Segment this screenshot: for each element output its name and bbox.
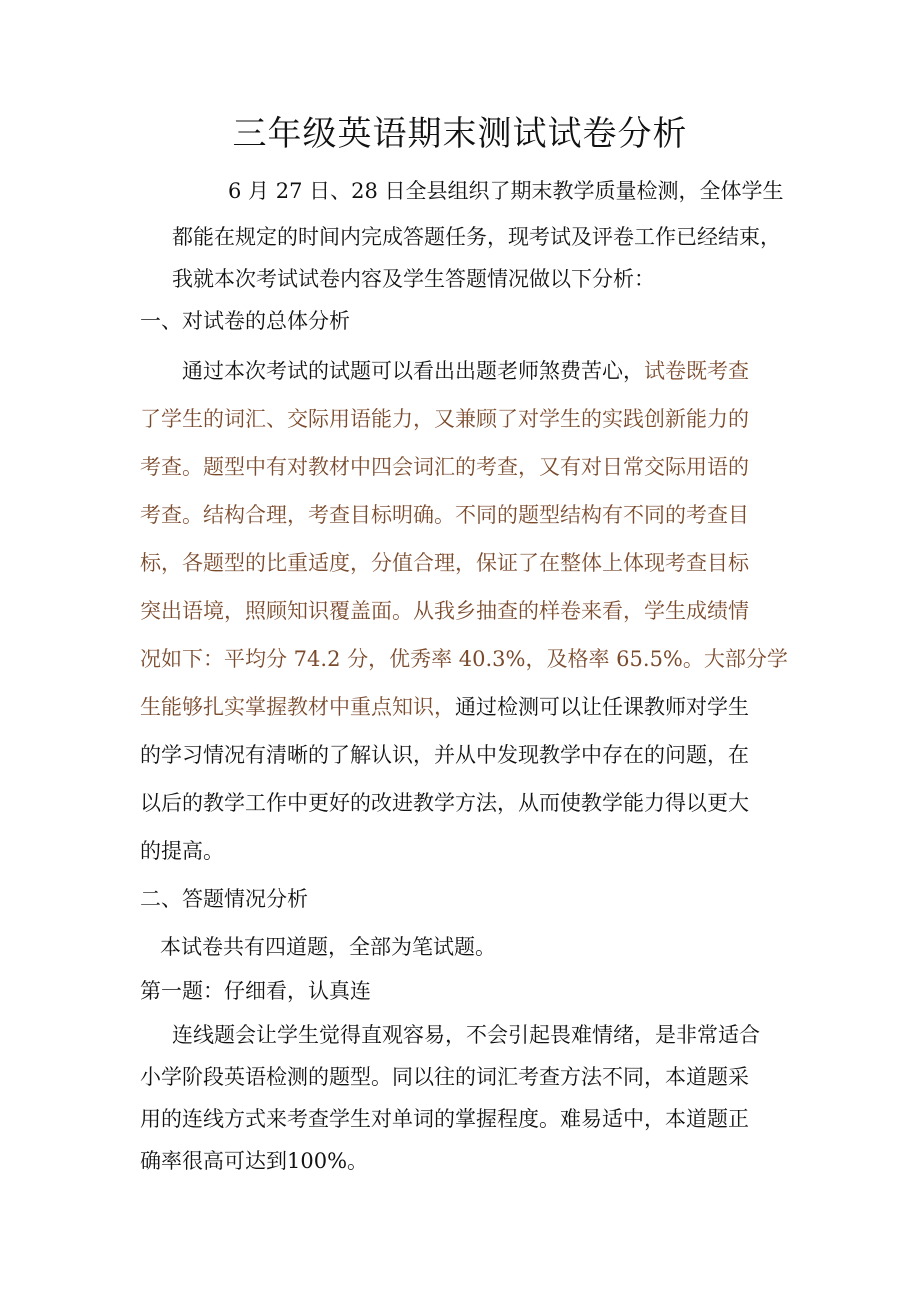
section1-paragraph-line-1 (182, 356, 749, 386)
question1-line-2: 小学阶段英语检测的题型。同以往的词汇考查方法不同，本道题采 (140, 1065, 749, 1089)
question1-line-4: 确率很高可达到100%。 (140, 1149, 369, 1173)
section1-line8-brown: 生能够扎实掌握教材中重点知识， (140, 695, 455, 719)
section1-paragraph-line-6: 突出语境，照顾知识覆盖面。从我乡抽查的样卷来看，学生成绩情 (140, 599, 749, 623)
question1-line-3: 用的连线方式来考查学生对单词的掌握程度。难易适中，本道题正 (140, 1107, 749, 1131)
section1-paragraph-line-4: 考查。结构合理，考查目标明确。不同的题型结构有不同的考查目 (140, 503, 749, 527)
section1-line1-black: 通过本次考试的试题可以看出出题老师煞费苦心， (182, 359, 644, 383)
section1-paragraph-line-7: 况如下：平均分 74.2 分，优秀率 40.3%，及格率 65.5%。大部分学 (140, 647, 788, 671)
section1-line1-brown: 试卷既考查 (644, 359, 749, 383)
section2-heading: 二、答题情况分析 (140, 887, 308, 911)
section1-paragraph-line-10: 以后的教学工作中更好的改进教学方法，从而使教学能力得以更大 (140, 791, 749, 815)
question1-line-1: 连线题会让学生觉得直观容易，不会引起畏难情绪，是非常适合 (172, 1023, 760, 1047)
section1-paragraph-line-11: 的提高。 (140, 839, 224, 863)
section1-paragraph-line-2: 了学生的词汇、交际用语能力，又兼顾了对学生的实践创新能力的 (140, 407, 749, 431)
section1-paragraph-line-8 (140, 692, 749, 722)
section1-paragraph-line-3: 考查。题型中有对教材中四会词汇的考查，又有对日常交际用语的 (140, 455, 749, 479)
intro-line-1: 6 月 27 日、28 日全县组织了期末教学质量检测，全体学生 (228, 179, 784, 203)
section1-paragraph-line-5: 标，各题型的比重适度，分值合理，保证了在整体上体现考查目标 (140, 551, 749, 575)
section1-heading: 一、对试卷的总体分析 (140, 309, 350, 333)
section1-line8-black: 通过检测可以让任课教师对学生 (455, 695, 749, 719)
document-title: 三年级英语期末测试试卷分析 (232, 114, 688, 154)
section2-summary: 本试卷共有四道题，全部为笔试题。 (160, 935, 496, 959)
section1-paragraph-line-9: 的学习情况有清晰的了解认识，并从中发现教学中存在的问题，在 (140, 743, 749, 767)
question1-heading: 第一题：仔细看，认真连 (140, 979, 371, 1003)
intro-line-2: 都能在规定的时间内完成答题任务，现考试及评卷工作已经结束， (172, 225, 781, 249)
intro-line-3: 我就本次考试试卷内容及学生答题情况做以下分析： (172, 267, 655, 291)
